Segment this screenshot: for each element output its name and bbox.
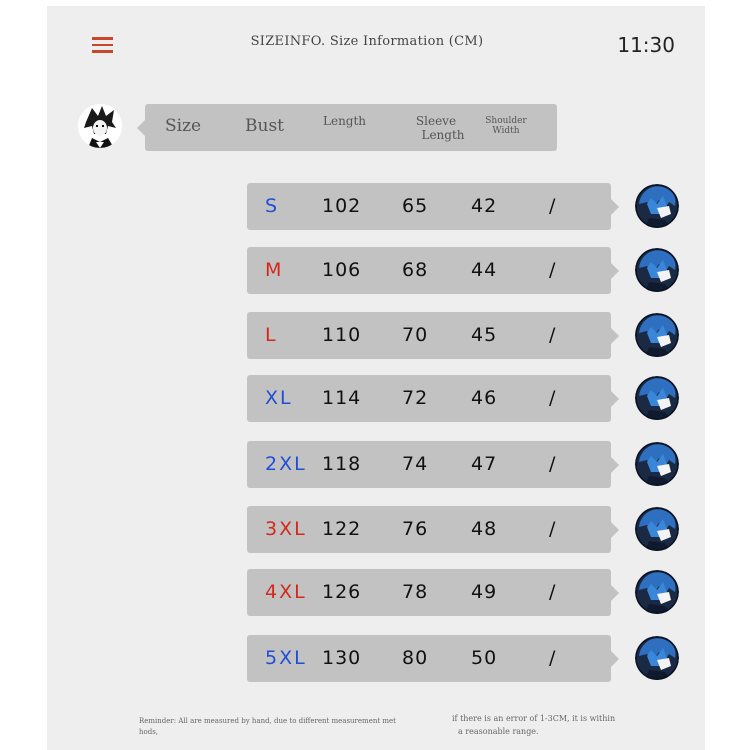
row-bust: 126 xyxy=(322,581,362,603)
row-length: 68 xyxy=(402,259,429,281)
row-size: 3XL xyxy=(265,518,307,540)
row-sleeve-length: 47 xyxy=(471,453,498,475)
row-shoulder-width: / xyxy=(549,518,557,540)
size-row-bubble xyxy=(247,247,611,294)
footer-reminder: Reminder: All are measured by hand, due to different measurement met hods, xyxy=(139,717,396,737)
row-length: 65 xyxy=(402,195,429,217)
size-row-bubble xyxy=(247,183,611,230)
receiver-avatar[interactable] xyxy=(635,313,679,357)
header-shoulder-width: Shoulder Width xyxy=(485,116,527,137)
row-bust: 106 xyxy=(322,259,362,281)
receiver-avatar[interactable] xyxy=(635,376,679,420)
row-shoulder-width: / xyxy=(549,324,557,346)
receiver-avatar[interactable] xyxy=(635,442,679,486)
chat-screen xyxy=(47,6,705,750)
hamburger-menu-icon[interactable] xyxy=(92,37,113,53)
header-length: Length xyxy=(323,114,367,128)
row-bust: 102 xyxy=(322,195,362,217)
anime-avatar-icon xyxy=(635,507,679,551)
row-size: XL xyxy=(265,387,293,409)
row-shoulder-width: / xyxy=(549,581,557,603)
row-sleeve-length: 48 xyxy=(471,518,498,540)
size-row-bubble xyxy=(247,569,611,616)
row-size: L xyxy=(265,324,278,346)
row-length: 78 xyxy=(402,581,429,603)
row-bust: 122 xyxy=(322,518,362,540)
row-sleeve-length: 50 xyxy=(471,647,498,669)
row-size: S xyxy=(265,195,280,217)
receiver-avatar[interactable] xyxy=(635,248,679,292)
row-bust: 110 xyxy=(322,324,362,346)
anime-avatar-icon xyxy=(635,636,679,680)
row-size: 5XL xyxy=(265,647,307,669)
receiver-avatar[interactable] xyxy=(635,507,679,551)
size-header-bubble xyxy=(145,104,557,151)
header-size: Size xyxy=(165,116,202,136)
footer-error-note: if there is an error of 1-3CM, it is within a reasonable range. xyxy=(452,714,616,736)
sender-avatar[interactable] xyxy=(78,104,122,148)
receiver-avatar[interactable] xyxy=(635,570,679,614)
anime-avatar-icon xyxy=(635,184,679,228)
row-size: 2XL xyxy=(265,453,307,475)
row-bust: 118 xyxy=(322,453,362,475)
anime-avatar-icon xyxy=(635,442,679,486)
row-sleeve-length: 45 xyxy=(471,324,498,346)
row-length: 76 xyxy=(402,518,429,540)
row-length: 74 xyxy=(402,453,429,475)
anime-avatar-icon xyxy=(78,104,122,148)
row-bust: 130 xyxy=(322,647,362,669)
row-size: 4XL xyxy=(265,581,307,603)
page-title: SIZEINFO. Size Information (CM) xyxy=(250,34,484,49)
row-bust: 114 xyxy=(322,387,362,409)
row-sleeve-length: 49 xyxy=(471,581,498,603)
size-row-bubble xyxy=(247,375,611,422)
header-sleeve-length: Sleeve Length xyxy=(415,114,465,142)
row-length: 80 xyxy=(402,647,429,669)
row-size: M xyxy=(265,259,284,281)
row-shoulder-width: / xyxy=(549,647,557,669)
size-row-bubble xyxy=(247,441,611,488)
receiver-avatar[interactable] xyxy=(635,184,679,228)
anime-avatar-icon xyxy=(635,248,679,292)
anime-avatar-icon xyxy=(635,376,679,420)
row-shoulder-width: / xyxy=(549,387,557,409)
row-length: 72 xyxy=(402,387,429,409)
row-sleeve-length: 42 xyxy=(471,195,498,217)
row-sleeve-length: 46 xyxy=(471,387,498,409)
row-sleeve-length: 44 xyxy=(471,259,498,281)
anime-avatar-icon xyxy=(635,570,679,614)
row-length: 70 xyxy=(402,324,429,346)
row-shoulder-width: / xyxy=(549,259,557,281)
anime-avatar-icon xyxy=(635,313,679,357)
size-row-bubble xyxy=(247,635,611,682)
receiver-avatar[interactable] xyxy=(635,636,679,680)
row-shoulder-width: / xyxy=(549,195,557,217)
row-shoulder-width: / xyxy=(549,453,557,475)
size-row-bubble xyxy=(247,506,611,553)
status-time: 11:30 xyxy=(617,33,675,57)
size-row-bubble xyxy=(247,312,611,359)
header-bust: Bust xyxy=(245,116,284,136)
